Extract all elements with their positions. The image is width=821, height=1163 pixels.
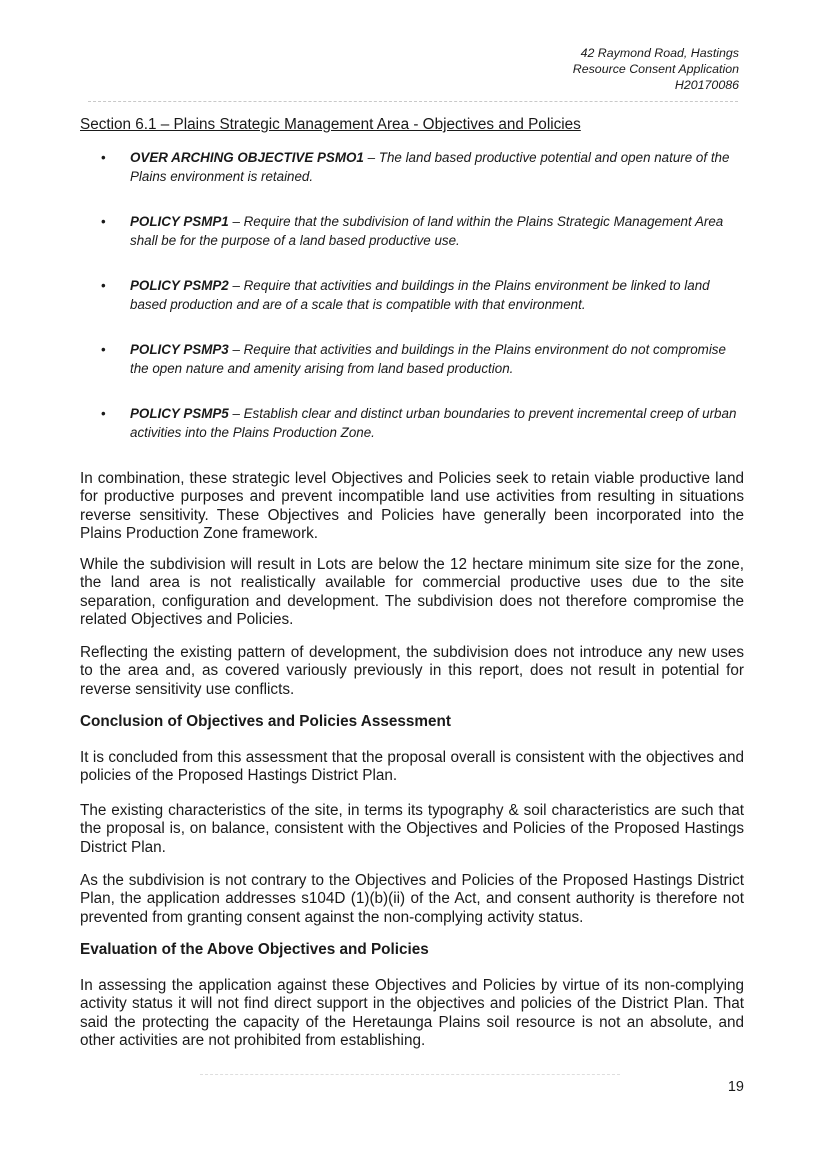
header-document-type: Resource Consent Application [572,62,739,76]
body-paragraph: In combination, these strategic level Objectives and Policies seek to retain viable productive land for productive purposes and prevent incompatible land use activities from resulting in situations reverse sensitivity. These Objectives and Policies have generally been incorporated into the Plains Production Zone framework. [80,470,744,542]
policy-text: Establish clear and distinct urban boundaries to prevent incremental creep of urban activities into the Plains Production Zone. [130,406,737,440]
bullet-icon: • [101,278,106,293]
label-separator: – [228,406,244,421]
body-paragraph: As the subdivision is not contrary to the Objectives and Policies of the Proposed Hastings District Plan, the application addresses s104D (1)(b)(ii) of the Act, and consent authority is therefore not prevented from granting consent against the non-complying activity status. [80,872,744,926]
label-separator: – [363,150,379,165]
label-separator: – [228,342,244,357]
paragraph-reflecting [80,644,744,699]
policy-text: Require that the subdivision of land within the Plains Strategic Management Area shall be for the purpose of a land based productive use. [130,214,724,248]
policy-label: POLICY PSMP1 [130,214,229,229]
paragraph-assessing [80,977,744,1050]
policy-label: POLICY PSMP5 [130,406,229,421]
body-paragraph: Reflecting the existing pattern of development, the subdivision does not introduce any new uses to the area and, as covered variously previously in this report, does not result in potential for reverse sensitivity use conflicts. [80,644,744,698]
evaluation-heading-block [80,941,744,959]
label-separator: – [228,214,244,229]
paragraph-subdivision [80,556,744,629]
section-title: Section 6.1 – Plains Strategic Management Area - Objectives and Policies [80,116,581,133]
header-reference: H20170086 [674,78,739,92]
page-header [573,45,739,93]
body-paragraph: In assessing the application against these Objectives and Policies by virtue of its non-complying activity status it will not find direct support in the objectives and policies of the District Plan. That said the protecting the capacity of the Heretaunga Plains soil resource is not an absolute, and other activities are not prohibited from establishing. [80,977,744,1049]
section-heading: Evaluation of the Above Objectives and Policies [80,941,429,958]
policy-text: Require that activities and buildings in the Plains environment be linked to land based production and are of a scale that is compatible with that environment. [130,278,710,312]
list-item [80,213,744,250]
body-paragraph: The existing characteristics of the site, in terms its typography & soil characteristics are such that the proposal is, on balance, consistent with the Objectives and Policies of the Proposed Hastings District Plan. [80,802,744,856]
body-paragraph: While the subdivision will result in Lots are below the 12 hectare minimum site size for the zone, the land area is not realistically available for commercial productive uses due to the site separation, configuration and development. The subdivision does not therefore compromise the related Objectives and Policies. [80,556,744,628]
bullet-icon: • [101,214,106,229]
conclusion-heading-block [80,713,744,731]
section-heading: Conclusion of Objectives and Policies Assessment [80,713,451,730]
label-separator: – [228,278,244,293]
bullet-icon: • [101,342,106,357]
paragraph-concluded [80,749,744,786]
list-item [80,149,744,186]
policy-label: POLICY PSMP3 [130,342,229,357]
body-paragraph: It is concluded from this assessment that the proposal overall is consistent with the objectives and policies of the Proposed Hastings District Plan. [80,749,744,785]
policy-text: The land based productive potential and open nature of the Plains environment is retained. [130,150,730,184]
bullet-icon: • [101,150,106,165]
policy-label: POLICY PSMP2 [130,278,229,293]
header-divider [88,101,738,102]
page-number: 19 [727,1079,744,1095]
policy-text: Require that activities and buildings in the Plains environment do not compromise the open nature and amenity arising from land based production. [130,342,726,376]
policy-label: OVER ARCHING OBJECTIVE PSMO1 [130,150,364,165]
paragraph-characteristics [80,802,744,857]
list-item [80,405,744,442]
paragraph-combination [80,470,744,543]
paragraph-contrary [80,872,744,927]
list-item [80,277,744,314]
bullet-icon: • [101,406,106,421]
list-item [80,341,744,378]
policy-list [80,149,744,469]
header-address: 42 Raymond Road, Hastings [580,46,739,60]
footer-divider [200,1074,620,1075]
